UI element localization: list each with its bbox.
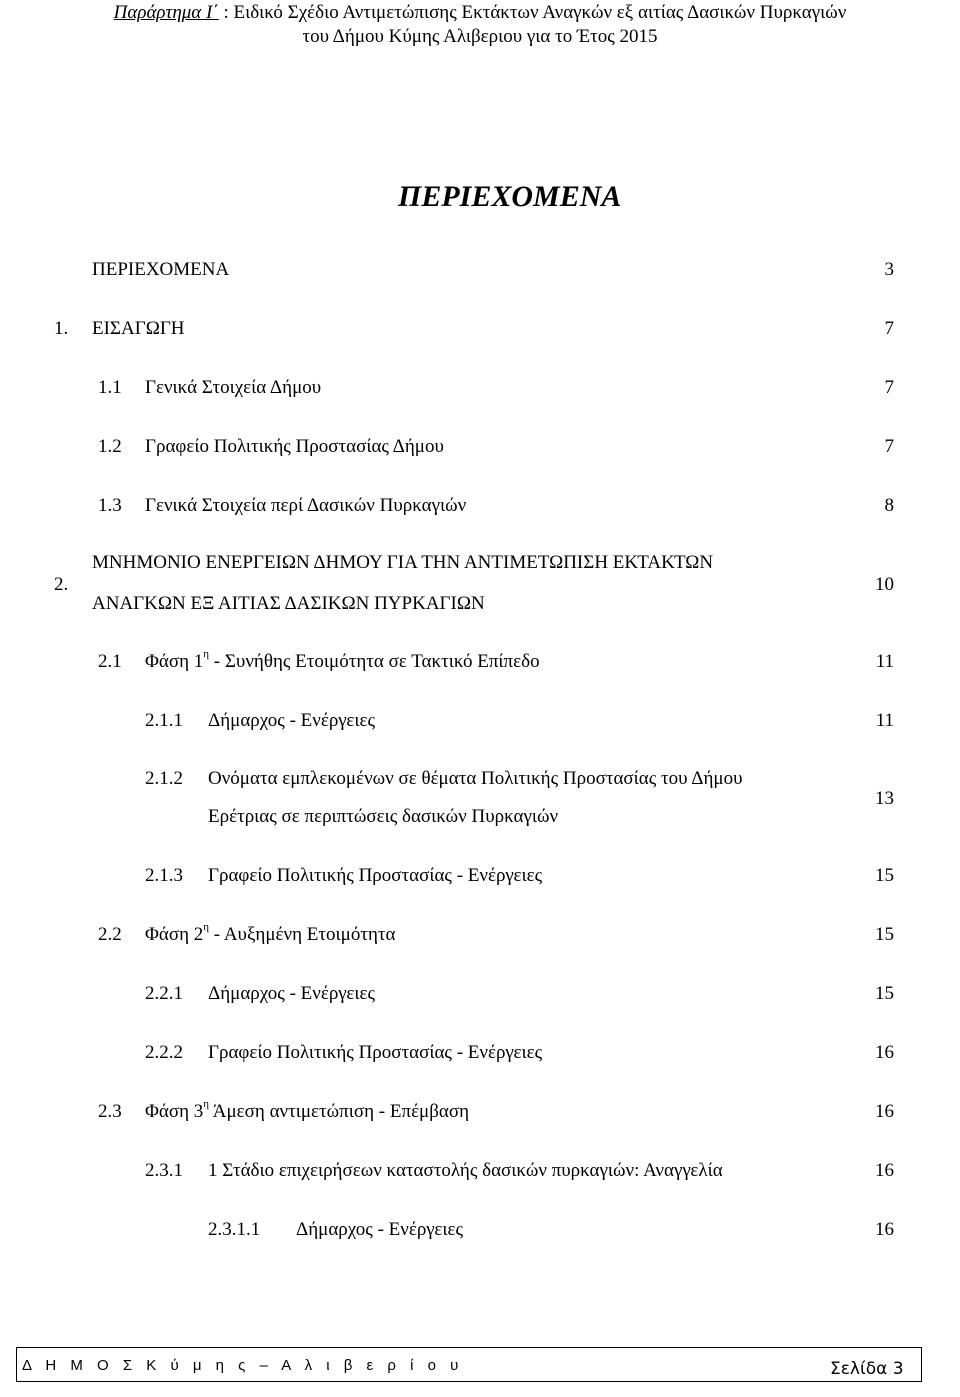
toc-entry-text: ΜΝΗΜΟΝΙΟ ΕΝΕΡΓΕΙΩΝ ΔΗΜΟΥ ΓΙΑ ΤΗΝ ΑΝΤΙΜΕΤΩΠΙΣΗ ΕΚΤΑΚΤΩΝ [92, 552, 714, 573]
toc-entry-page: 15 [875, 983, 894, 1004]
toc-entry-page: 7 [884, 377, 894, 398]
toc-entry-text: Δήμαρχος - Ενέργειες [296, 1219, 463, 1240]
toc-entry-number: 2.3.1 [145, 1160, 183, 1181]
footer-left-border [16, 1347, 17, 1382]
toc-entry-text: Γραφείο Πολιτικής Προστασίας - Ενέργειες [208, 1042, 543, 1063]
toc-entry-number: 2.3.1.1 [208, 1219, 261, 1240]
toc-entry-page: 8 [884, 495, 894, 516]
page-title: ΠΕΡΙΕΧΟΜΕΝΑ [398, 180, 622, 213]
toc-entry-text: Δήμαρχος - Ενέργειες [208, 710, 375, 731]
toc-entry-page: 16 [875, 1219, 894, 1240]
toc-entry-text: Φάση $1^\eta$ - Συνήθης Ετοιμότητα σε Τακτικό Επίπεδο [145, 648, 540, 672]
toc-entry-number: 1.2 [98, 436, 122, 457]
toc-entry-text: Γραφείο Πολιτικής Προστασίας Δήμου [145, 436, 444, 457]
toc-entry-text: 1 Στάδιο επιχειρήσεων καταστολής δασικών πυρκαγιών: Αναγγελία [208, 1160, 723, 1181]
toc-entry-page: 10 [875, 574, 894, 595]
toc-entry-page: 3 [884, 259, 894, 280]
toc-entry-text: Ονόματα εμπλεκομένων σε θέματα Πολιτικής Προστασίας του Δήμου [208, 768, 743, 789]
toc-entry-text-continued: Ερέτριας σε περιπτώσεις δασικών Πυρκαγιών [208, 806, 559, 827]
toc-entry-page: 7 [884, 436, 894, 457]
toc-entry-number: 2.2.1 [145, 983, 183, 1004]
toc-entry-page: 7 [884, 318, 894, 339]
toc-entry-page: 11 [875, 710, 894, 731]
toc-entry-text: Γραφείο Πολιτικής Προστασίας - Ενέργειες [208, 865, 543, 886]
toc-entry-page: 16 [875, 1101, 894, 1122]
toc-entry-number: 1.3 [98, 495, 122, 516]
page-footer [0, 1347, 960, 1383]
toc-entry-number: 2.1.3 [145, 865, 183, 886]
toc-entry-number: 2.2 [98, 924, 122, 945]
toc-entry-text-continued: ΑΝΑΓΚΩΝ ΕΞ ΑΙΤΙΑΣ ΔΑΣΙΚΩΝ ΠΥΡΚΑΓΙΩΝ [92, 593, 485, 614]
toc-entry-text: ΠΕΡΙΕΧΟΜΕΝΑ [92, 259, 230, 280]
toc-entry-number: 2.2.2 [145, 1042, 183, 1063]
toc-entry-text: Φάση $3^\eta$ Άμεση αντιμετώπιση - Επέμβαση [145, 1098, 470, 1122]
header-line-1 [0, 1, 960, 25]
toc-entry-page: 16 [875, 1042, 894, 1063]
toc-entry-page: 13 [875, 788, 894, 809]
toc-entry-number: 2.1.1 [145, 710, 183, 731]
toc-entry-number: 1.1 [98, 377, 122, 398]
toc-entry-page: 11 [875, 651, 894, 672]
page-number: Σελίδα 3 [830, 1359, 904, 1379]
toc-entry-text: Γενικά Στοιχεία περί Δασικών Πυρκαγιών [145, 495, 467, 516]
footer-municipality: Δ Η Μ Ο Σ Κ ύ μ η ς – Α λ ι β ε ρ ί ο υ [22, 1357, 464, 1374]
toc-entry-page: 15 [875, 865, 894, 886]
toc-entry-text: Γενικά Στοιχεία Δήμου [145, 377, 322, 398]
toc-entry-page: 16 [875, 1160, 894, 1181]
toc-entry-number: 2.1.2 [145, 768, 183, 789]
toc-entry-number: 1. [54, 318, 69, 339]
footer-right-border [921, 1347, 922, 1382]
header-line-2: του Δήμου Κύμης Αλιβεριου για το Έτος 2015 [302, 26, 658, 47]
toc-entry-number: 2.3 [98, 1101, 122, 1122]
page-header [0, 0, 960, 49]
toc-entry-number: 2.1 [98, 651, 122, 672]
appendix-label: Παράρτημα Ι΄ [113, 2, 219, 23]
toc-entry-page: 15 [875, 924, 894, 945]
header-title: : Ειδικό Σχέδιο Αντιμετώπισης Εκτάκτων Αναγκών εξ αιτίας Δασικών Πυρκαγιών [223, 2, 847, 23]
toc-entry-text: ΕΙΣΑΓΩΓΗ [92, 318, 185, 339]
toc-entry-text: Φάση $2^\eta$ - Αυξημένη Ετοιμότητα [145, 921, 396, 945]
page-number-box [780, 1347, 921, 1382]
toc-entry-number: 2. [54, 574, 69, 595]
toc-entry-text: Δήμαρχος - Ενέργειες [208, 983, 375, 1004]
